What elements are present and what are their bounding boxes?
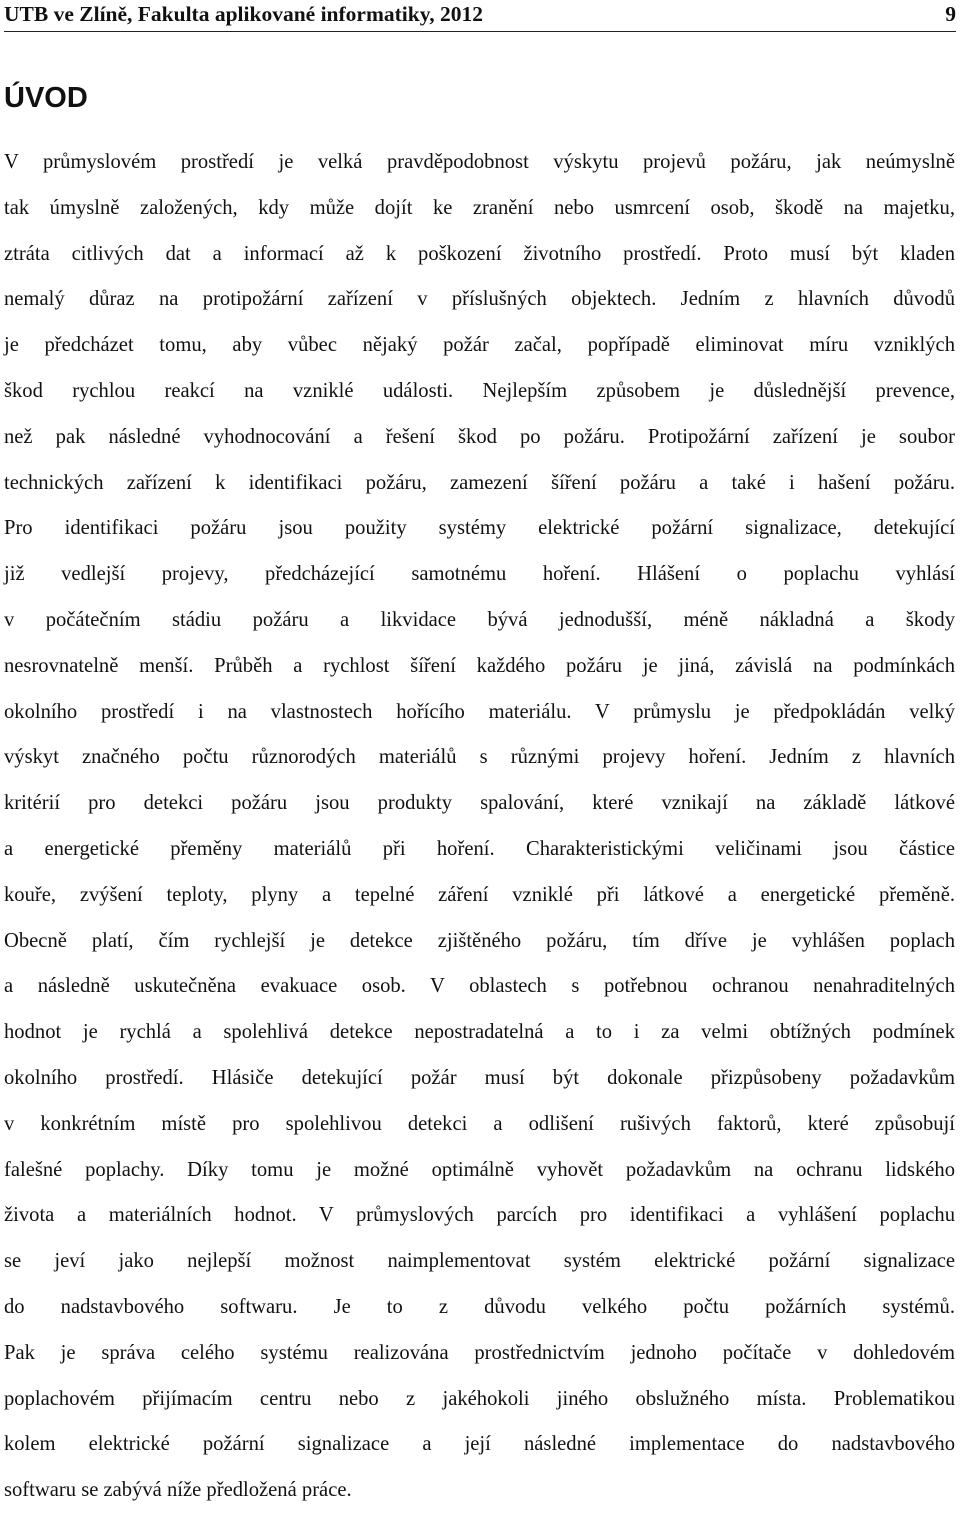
paragraph-line: Pro identifikaci požáru jsou použity systémy elektrické požární signalizace, detekující xyxy=(4,517,955,540)
body-paragraph xyxy=(4,140,955,1514)
paragraph-line: nesrovnatelně menší. Průběh a rychlost šíření každého požáru je jiná, závislá na podmínkách xyxy=(4,654,955,677)
page-number: 9 xyxy=(945,2,956,26)
paragraph-line: kritérií pro detekci požáru jsou produkty spalování, které vznikají na základě látkové xyxy=(4,792,955,815)
paragraph-line: kouře, zvýšení teploty, plyny a tepelné záření vzniklé při látkové a energetické přeměně. xyxy=(4,883,955,906)
paragraph-line: okolního prostředí. Hlásiče detekující požár musí být dokonale přizpůsobeny požadavkům xyxy=(4,1066,955,1089)
running-header xyxy=(4,2,956,32)
paragraph-line: do nadstavbového softwaru. Je to z důvodu velkého počtu požárních systémů. xyxy=(4,1295,955,1318)
paragraph-line: V průmyslovém prostředí je velká pravděpodobnost výskytu projevů požáru, jak neúmyslně xyxy=(4,151,955,173)
paragraph-line: ztráta citlivých dat a informací až k poškození životního prostředí. Proto musí být kladen xyxy=(4,242,955,265)
header-institution: UTB ve Zlíně, Fakulta aplikované informatiky, 2012 xyxy=(4,2,484,26)
paragraph-line: je předcházet tomu, aby vůbec nějaký požár začal, popřípadě eliminovat míru vzniklých xyxy=(4,334,955,357)
paragraph-line: než pak následné vyhodnocování a řešení škod po požáru. Protipožární zařízení je soubor xyxy=(4,425,955,448)
paragraph-line: a energetické přeměny materiálů při hoření. Charakteristickými veličinami jsou částice xyxy=(4,837,955,860)
paragraph-line: Pak je správa celého systému realizována prostřednictvím jednoho počítače v dohledovém xyxy=(4,1341,955,1364)
paragraph-line: poplachovém přijímacím centru nebo z jakéhokoli jiného obslužného místa. Problematikou xyxy=(4,1387,955,1410)
paragraph-line: výskyt značného počtu různorodých materiálů s různými projevy hoření. Jedním z hlavních xyxy=(4,746,955,769)
paragraph-line: falešné poplachy. Díky tomu je možné optimálně vyhovět požadavkům na ochranu lidského xyxy=(4,1158,955,1181)
paragraph-line: hodnot je rychlá a spolehlivá detekce nepostradatelná a to i za velmi obtížných podmínek xyxy=(4,1021,955,1044)
paragraph-line: okolního prostředí i na vlastnostech hořícího materiálu. V průmyslu je předpokládán velký xyxy=(4,700,955,723)
paragraph-line: v počátečním stádiu požáru a likvidace bývá jednodušší, méně nákladná a škody xyxy=(4,608,955,631)
paragraph-line: tak úmyslně založených, kdy může dojít ke zranění nebo usmrcení osob, škodě na majetku, xyxy=(4,196,955,219)
paragraph-line: života a materiálních hodnot. V průmyslových parcích pro identifikaci a vyhlášení poplachu xyxy=(4,1204,955,1227)
paragraph-line: Obecně platí, čím rychlejší je detekce zjištěného požáru, tím dříve je vyhlášen poplach xyxy=(4,929,955,952)
paragraph-line: a následně uskutečněna evakuace osob. V oblastech s potřebnou ochranou nenahraditelných xyxy=(4,975,955,998)
paragraph-line: kolem elektrické požární signalizace a její následné implementace do nadstavbového xyxy=(4,1433,955,1456)
paragraph-line: technických zařízení k identifikaci požáru, zamezení šíření požáru a také i hašení požáru. xyxy=(4,471,955,494)
chapter-title: ÚVOD xyxy=(4,82,88,114)
paragraph-line: nemalý důraz na protipožární zařízení v příslušných objektech. Jedním z hlavních důvodů xyxy=(4,288,955,311)
paragraph-line: v konkrétním místě pro spolehlivou detekci a odlišení rušivých faktorů, které způsobují xyxy=(4,1112,955,1135)
paragraph-line: softwaru se zabývá níže předložená práce. xyxy=(4,1479,352,1502)
paragraph-line: se jeví jako nejlepší možnost naimplementovat systém elektrické požární signalizace xyxy=(4,1250,955,1273)
paragraph-line: již vedlejší projevy, předcházející samotnému hoření. Hlášení o poplachu vyhlásí xyxy=(4,563,955,586)
paragraph-line: škod rychlou reakcí na vzniklé události. Nejlepším způsobem je důslednější prevence, xyxy=(4,379,955,402)
header-divider xyxy=(4,31,956,32)
